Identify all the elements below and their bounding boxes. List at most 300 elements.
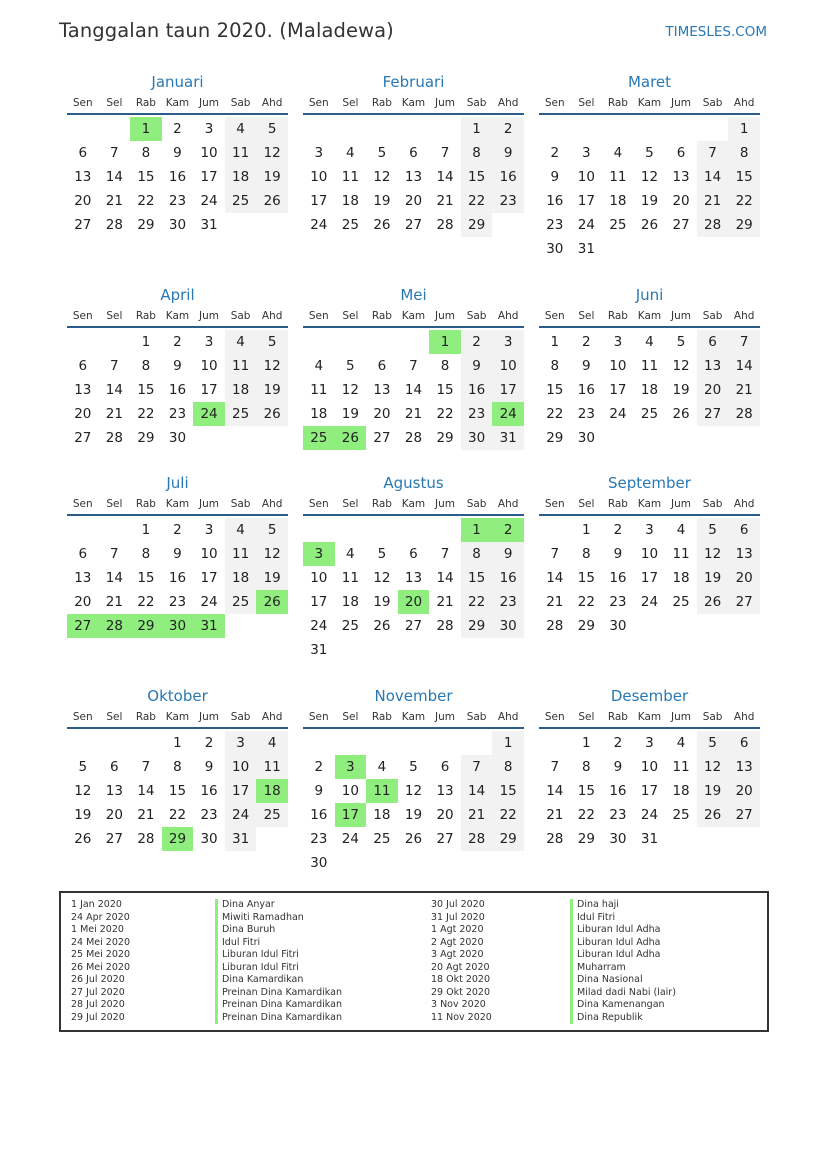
- day-cell: 19: [256, 165, 288, 189]
- weekday-label: Jum: [199, 310, 220, 322]
- day-cell: 16: [168, 169, 187, 185]
- day-cell: 25: [672, 807, 690, 823]
- day-cell: 13: [436, 783, 454, 799]
- day-cell: 5: [256, 330, 288, 354]
- day-cell: 12: [697, 542, 729, 566]
- day-cell: 31: [492, 426, 524, 450]
- month-title: Januari: [151, 73, 204, 91]
- day-cell: 20: [74, 594, 92, 610]
- day-cell: 5: [256, 518, 288, 542]
- day-cell: 30: [200, 831, 218, 847]
- empty-cell: [99, 330, 131, 354]
- day-cell: 18: [225, 165, 257, 189]
- weekday-label: Sab: [230, 310, 251, 322]
- weekday-label: Ahd: [261, 711, 283, 723]
- weekday-label: Rab: [607, 498, 628, 510]
- day-cell: 12: [256, 354, 288, 378]
- day-cell: 5: [645, 145, 654, 161]
- weekday-label: Jum: [435, 97, 456, 109]
- day-cell: 4: [225, 117, 257, 141]
- legend-entry: 26 Jul 2020: [71, 974, 125, 985]
- day-cell: 23: [492, 590, 524, 614]
- empty-cell: [539, 518, 571, 542]
- day-cell: 25: [225, 590, 257, 614]
- month-title: Juli: [166, 474, 189, 492]
- legend-entry: 3 Agt 2020: [431, 949, 484, 960]
- day-cell: 12: [373, 570, 391, 586]
- empty-cell: [67, 518, 99, 542]
- day-cell: 23: [168, 193, 187, 209]
- day-grid: [67, 117, 288, 237]
- weekday-label: Sel: [578, 97, 595, 109]
- month-title: September: [608, 474, 691, 492]
- empty-cell: [335, 518, 367, 542]
- weekday-label: Jum: [199, 711, 220, 723]
- month-juni: [539, 284, 760, 450]
- day-cell: 27: [404, 217, 423, 233]
- day-cell: 31: [310, 642, 328, 658]
- weekday-label: Sel: [342, 498, 359, 510]
- empty-cell: [665, 117, 697, 141]
- day-cell: 11: [341, 169, 359, 185]
- day-cell: 12: [697, 755, 729, 779]
- legend-entry: 1 Mei 2020: [71, 924, 124, 935]
- day-cell: 26: [697, 590, 729, 614]
- legend-entry: Liburan Idul Fitri: [222, 961, 299, 973]
- day-cell: 14: [105, 169, 123, 185]
- day-cell: 25: [225, 402, 257, 426]
- day-cell: 14: [728, 354, 760, 378]
- weekday-label: Ahd: [497, 711, 519, 723]
- empty-cell: [99, 731, 131, 755]
- day-cell: 6: [409, 145, 418, 161]
- day-cell: 19: [640, 193, 659, 209]
- day-cell-holiday: 1: [429, 330, 461, 354]
- day-cell: 17: [640, 570, 659, 586]
- day-cell: 29: [137, 430, 155, 446]
- day-cell: 17: [310, 193, 328, 209]
- day-cell: 30: [168, 430, 187, 446]
- weekday-label: Sel: [342, 310, 359, 322]
- empty-cell: [429, 731, 461, 755]
- day-cell: 1: [141, 522, 151, 538]
- day-cell: 31: [225, 827, 257, 851]
- day-cell: 18: [672, 783, 690, 799]
- legend-dates-right: [431, 899, 492, 1024]
- day-cell: 1: [728, 117, 760, 141]
- day-cell: 4: [346, 145, 355, 161]
- legend-entry: 30 Jul 2020: [431, 899, 485, 910]
- day-cell: 19: [697, 779, 729, 803]
- weekday-label: Sab: [466, 310, 487, 322]
- day-cell: 8: [173, 759, 182, 775]
- empty-cell: [398, 330, 430, 354]
- day-cell: 4: [676, 735, 686, 751]
- day-cell: 13: [728, 542, 760, 566]
- weekday-header: [67, 494, 288, 516]
- day-cell: 1: [582, 735, 591, 751]
- day-cell: 10: [310, 169, 328, 185]
- weekday-label: Sen: [72, 498, 93, 510]
- legend-entry: Preinan Dina Kamardikan: [222, 986, 342, 998]
- weekday-label: Kam: [637, 310, 662, 322]
- month-title: Juni: [635, 286, 664, 304]
- day-cell-holiday: 26: [256, 590, 288, 614]
- weekday-label: Kam: [165, 498, 190, 510]
- month-title: Februari: [382, 73, 445, 91]
- weekday-label: Kam: [637, 711, 662, 723]
- day-cell: 30: [168, 217, 187, 233]
- day-cell: 19: [697, 566, 729, 590]
- legend-entry: 11 Nov 2020: [431, 1011, 492, 1023]
- weekday-label: Sen: [544, 711, 565, 723]
- day-cell: 16: [546, 193, 564, 209]
- day-cell: 23: [546, 217, 564, 233]
- day-cell: 12: [256, 141, 288, 165]
- weekday-label: Sen: [308, 310, 329, 322]
- weekday-header: [539, 306, 760, 328]
- day-cell: 2: [492, 117, 524, 141]
- day-cell: 22: [577, 594, 595, 610]
- day-cell: 25: [609, 217, 627, 233]
- weekday-label: Sab: [702, 97, 723, 109]
- weekday-label: Sab: [466, 498, 487, 510]
- weekday-label: Ahd: [497, 498, 519, 510]
- day-cell: 30: [546, 241, 564, 257]
- day-cell: 8: [728, 141, 760, 165]
- day-cell: 8: [440, 358, 450, 374]
- holiday-legend: [59, 891, 769, 1032]
- day-cell-holiday: 24: [193, 402, 225, 426]
- day-cell: 9: [492, 141, 524, 165]
- day-cell: 11: [225, 354, 257, 378]
- day-cell: 28: [697, 213, 729, 237]
- day-cell: 2: [582, 334, 591, 350]
- day-cell-holiday: 29: [130, 614, 162, 638]
- day-cell: 1: [582, 522, 591, 538]
- empty-cell: [366, 731, 398, 755]
- day-cell: 6: [697, 330, 729, 354]
- day-cell: 15: [577, 570, 595, 586]
- day-cell: 3: [204, 522, 214, 538]
- weekday-label: Sab: [466, 711, 487, 723]
- day-cell: 20: [728, 566, 760, 590]
- legend-entry: Idul Fitri: [577, 911, 616, 923]
- day-cell: 2: [173, 522, 182, 538]
- legend-entry: 25 Mei 2020: [71, 949, 130, 960]
- weekday-label: Jum: [435, 310, 456, 322]
- month-april: [67, 284, 288, 450]
- day-cell: 22: [546, 406, 564, 422]
- empty-cell: [602, 117, 634, 141]
- weekday-label: Kam: [165, 711, 190, 723]
- day-cell: 28: [546, 831, 564, 847]
- empty-cell: [335, 117, 367, 141]
- legend-entry: 18 Okt 2020: [431, 974, 491, 985]
- day-cell: 13: [697, 354, 729, 378]
- empty-cell: [429, 117, 461, 141]
- day-cell: 21: [697, 189, 729, 213]
- day-cell: 15: [728, 165, 760, 189]
- day-cell-holiday: 28: [99, 614, 131, 638]
- day-cell-holiday: 27: [67, 614, 99, 638]
- weekday-header: [67, 306, 288, 328]
- legend-entry: Milad dadi Nabi (lair): [577, 986, 676, 998]
- day-cell: 7: [550, 546, 560, 562]
- day-cell-holiday: 17: [335, 803, 367, 827]
- legend-entry: Dina Nasional: [577, 974, 643, 985]
- day-cell: 13: [728, 755, 760, 779]
- day-cell: 29: [546, 430, 564, 446]
- legend-entry: Liburan Idul Adha: [577, 949, 661, 960]
- day-cell: 12: [404, 783, 423, 799]
- day-cell: 2: [550, 145, 560, 161]
- empty-cell: [461, 731, 493, 755]
- day-cell: 9: [173, 145, 182, 161]
- day-cell: 10: [310, 570, 328, 586]
- day-cell-holiday: 31: [193, 614, 225, 638]
- day-cell: 29: [492, 827, 524, 851]
- day-cell: 23: [168, 406, 187, 422]
- day-cell: 10: [492, 354, 524, 378]
- day-cell: 4: [645, 334, 654, 350]
- day-cell: 7: [697, 141, 729, 165]
- day-cell: 20: [697, 378, 729, 402]
- day-grid: [539, 330, 760, 450]
- day-cell: 15: [137, 169, 155, 185]
- day-cell: 15: [168, 783, 187, 799]
- day-cell: 6: [728, 731, 760, 755]
- legend-entry: 27 Jul 2020: [71, 986, 125, 998]
- weekday-label: Sen: [308, 711, 329, 723]
- weekday-label: Sen: [308, 498, 329, 510]
- weekday-label: Sen: [72, 310, 93, 322]
- day-cell: 5: [346, 358, 355, 374]
- day-cell: 4: [377, 759, 387, 775]
- day-cell: 21: [436, 193, 454, 209]
- empty-cell: [99, 518, 131, 542]
- day-cell: 9: [173, 546, 182, 562]
- day-cell: 16: [577, 382, 595, 398]
- day-cell: 22: [137, 193, 155, 209]
- day-cell: 4: [676, 522, 686, 538]
- day-cell: 16: [310, 807, 328, 823]
- day-cell: 14: [546, 783, 564, 799]
- day-cell: 7: [110, 546, 119, 562]
- empty-cell: [99, 117, 131, 141]
- day-cell: 9: [204, 759, 214, 775]
- day-cell: 3: [582, 145, 591, 161]
- day-cell: 26: [74, 831, 92, 847]
- day-cell: 22: [168, 807, 187, 823]
- day-cell: 18: [225, 378, 257, 402]
- day-cell: 14: [404, 382, 423, 398]
- day-cell: 19: [256, 566, 288, 590]
- day-cell: 15: [137, 570, 155, 586]
- day-cell: 27: [74, 217, 92, 233]
- day-grid: [303, 731, 524, 875]
- day-cell: 18: [672, 570, 690, 586]
- day-cell: 16: [461, 378, 493, 402]
- day-cell: 19: [74, 807, 92, 823]
- weekday-header: [303, 494, 524, 516]
- day-cell: 27: [404, 618, 423, 634]
- day-cell: 14: [105, 570, 123, 586]
- day-cell: 16: [609, 570, 627, 586]
- day-cell: 25: [341, 217, 359, 233]
- legend-entry: 26 Mei 2020: [71, 961, 130, 973]
- day-cell: 6: [676, 145, 686, 161]
- day-cell: 28: [436, 217, 454, 233]
- day-grid: [539, 731, 760, 851]
- day-cell: 16: [168, 382, 187, 398]
- day-cell: 18: [310, 406, 328, 422]
- empty-cell: [303, 117, 335, 141]
- day-cell: 20: [373, 406, 391, 422]
- day-cell: 25: [341, 618, 359, 634]
- day-cell: 11: [672, 759, 690, 775]
- day-cell: 15: [461, 566, 493, 590]
- day-cell: 24: [341, 831, 359, 847]
- day-cell: 7: [440, 546, 450, 562]
- day-cell: 31: [200, 217, 218, 233]
- month-november: [303, 685, 524, 875]
- day-cell: 4: [613, 145, 623, 161]
- day-cell: 7: [440, 145, 450, 161]
- weekday-label: Sel: [578, 498, 595, 510]
- day-cell: 21: [105, 193, 123, 209]
- empty-cell: [429, 518, 461, 542]
- day-cell: 28: [436, 618, 454, 634]
- legend-entry: Preinan Dina Kamardikan: [222, 999, 342, 1010]
- month-januari: [67, 71, 288, 237]
- day-cell: 20: [404, 193, 423, 209]
- day-cell: 17: [225, 779, 257, 803]
- day-cell: 6: [377, 358, 387, 374]
- day-cell: 1: [173, 735, 182, 751]
- weekday-label: Ahd: [261, 310, 283, 322]
- empty-cell: [398, 731, 430, 755]
- weekday-label: Sab: [230, 711, 251, 723]
- day-cell: 5: [78, 759, 88, 775]
- day-cell: 27: [74, 430, 92, 446]
- day-cell: 5: [697, 731, 729, 755]
- day-cell: 31: [577, 241, 595, 257]
- weekday-header: [539, 494, 760, 516]
- day-cell: 13: [105, 783, 123, 799]
- day-cell: 13: [672, 169, 690, 185]
- weekday-label: Rab: [607, 711, 628, 723]
- day-cell: 23: [461, 402, 493, 426]
- day-cell: 20: [436, 807, 454, 823]
- weekday-label: Rab: [371, 711, 392, 723]
- day-grid: [67, 731, 288, 851]
- day-cell: 17: [577, 193, 595, 209]
- day-cell: 27: [697, 402, 729, 426]
- weekday-header: [303, 707, 524, 729]
- day-cell: 28: [137, 831, 155, 847]
- day-grid: [303, 330, 524, 450]
- legend-entry: Dina Kamenangan: [577, 999, 665, 1010]
- day-cell: 8: [141, 145, 151, 161]
- day-cell: 27: [728, 590, 760, 614]
- day-cell: 13: [404, 169, 423, 185]
- day-cell: 7: [110, 145, 119, 161]
- day-cell: 29: [577, 831, 595, 847]
- site-link[interactable]: TIMESLES.COM: [665, 24, 767, 40]
- legend-entry: 29 Jul 2020: [71, 1011, 125, 1023]
- day-cell: 29: [461, 614, 493, 638]
- empty-cell: [335, 330, 367, 354]
- day-cell: 17: [200, 570, 218, 586]
- legend-entry: 31 Jul 2020: [431, 911, 485, 923]
- day-cell: 19: [373, 594, 391, 610]
- day-cell: 21: [137, 807, 155, 823]
- day-cell: 10: [200, 358, 218, 374]
- weekday-label: Rab: [607, 97, 628, 109]
- day-cell: 7: [110, 358, 119, 374]
- day-cell: 2: [173, 334, 182, 350]
- day-cell: 10: [640, 546, 659, 562]
- empty-cell: [303, 330, 335, 354]
- day-cell: 8: [582, 759, 591, 775]
- day-cell: 6: [110, 759, 119, 775]
- day-cell: 9: [314, 783, 324, 799]
- legend-entry: 24 Mei 2020: [71, 936, 130, 948]
- day-cell: 5: [256, 117, 288, 141]
- day-cell: 27: [728, 803, 760, 827]
- day-cell: 22: [728, 189, 760, 213]
- weekday-label: Sel: [342, 97, 359, 109]
- weekday-label: Ahd: [261, 498, 283, 510]
- weekday-label: Sab: [702, 310, 723, 322]
- day-cell: 11: [225, 141, 257, 165]
- day-cell: 12: [256, 542, 288, 566]
- day-cell: 3: [204, 121, 214, 137]
- day-cell: 18: [373, 807, 391, 823]
- legend-entry: Dina Buruh: [222, 924, 276, 935]
- day-cell: 14: [137, 783, 155, 799]
- day-cell: 11: [256, 755, 288, 779]
- day-cell: 21: [546, 807, 564, 823]
- day-cell: 4: [225, 330, 257, 354]
- day-cell: 27: [672, 217, 690, 233]
- day-cell: 23: [310, 831, 328, 847]
- weekday-label: Jum: [671, 498, 692, 510]
- month-oktober: [67, 685, 288, 851]
- day-cell: 24: [225, 803, 257, 827]
- day-cell: 11: [225, 542, 257, 566]
- day-cell: 12: [373, 169, 391, 185]
- day-cell: 9: [550, 169, 560, 185]
- day-cell: 11: [609, 169, 627, 185]
- legend-entry: Liburan Idul Adha: [577, 936, 661, 948]
- day-cell-holiday: 29: [162, 827, 194, 851]
- day-cell: 23: [609, 807, 627, 823]
- weekday-header: [539, 93, 760, 115]
- day-cell: 6: [409, 546, 418, 562]
- weekday-header: [303, 93, 524, 115]
- day-cell: 26: [256, 402, 288, 426]
- weekday-label: Sel: [578, 711, 595, 723]
- day-cell: 19: [672, 382, 690, 398]
- weekday-label: Sen: [308, 97, 329, 109]
- day-cell: 26: [697, 803, 729, 827]
- day-cell: 16: [492, 165, 524, 189]
- day-cell: 30: [492, 614, 524, 638]
- day-cell: 26: [672, 406, 690, 422]
- day-cell: 18: [609, 193, 627, 209]
